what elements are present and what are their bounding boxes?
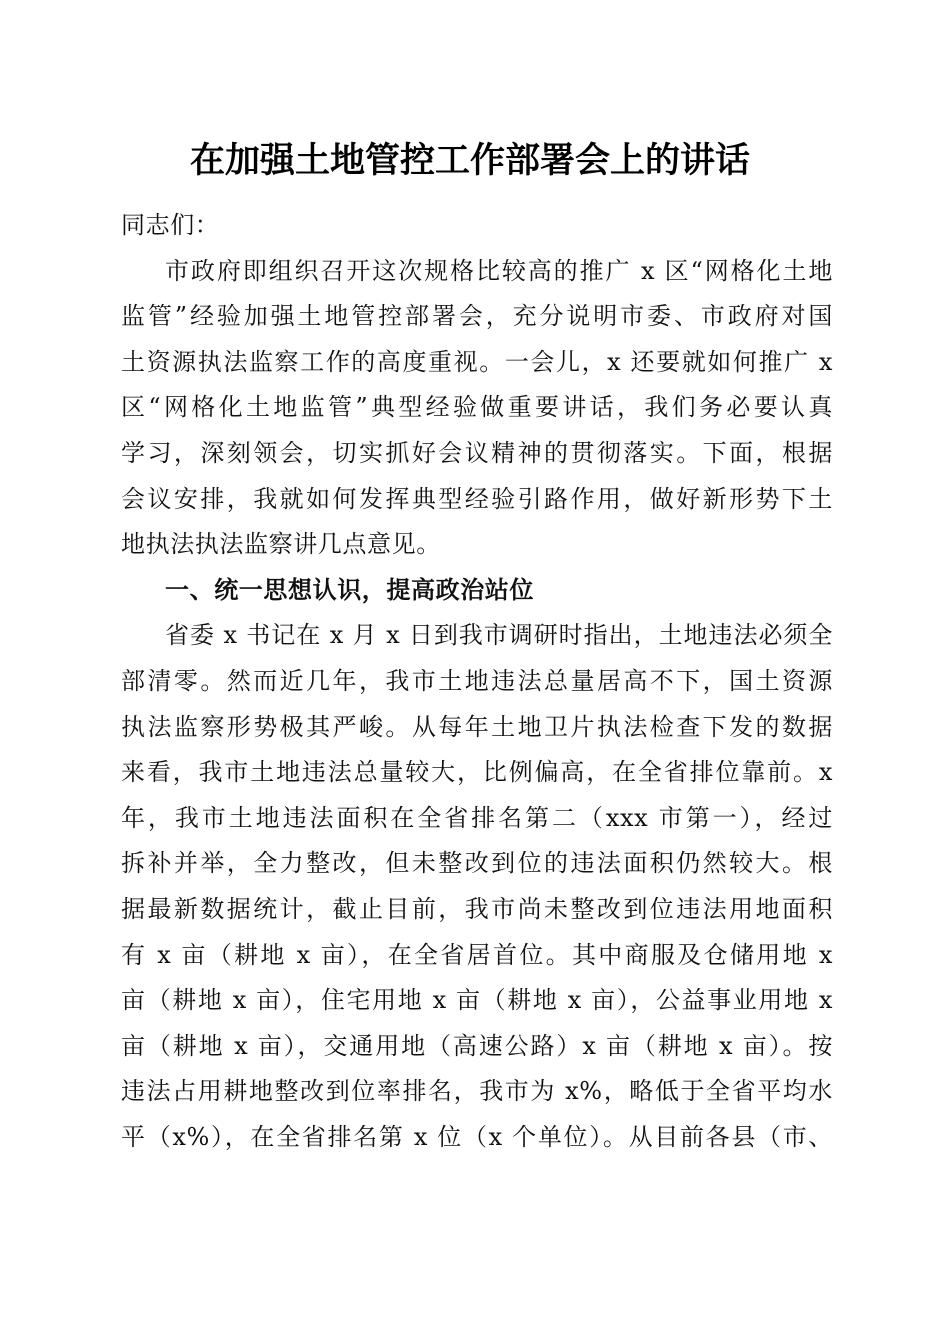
paragraph-line: 平（x%），在全省排名第 x 位（x 个单位）。从目前各县（市、 xyxy=(121,1122,833,1151)
paragraph-line: 部清零。然而近几年，我市土地违法总量居高不下，国土资源 xyxy=(121,666,833,695)
paragraph-line: 执法监察形势极其严峻。从每年土地卫片执法检查下发的数据 xyxy=(121,712,833,741)
paragraph-1 xyxy=(121,249,833,568)
paragraph-line: 学习，深刻领会，切实抓好会议精神的贯彻落实。下面，根据 xyxy=(121,438,833,467)
paragraph-line: 年，我市土地违法面积在全省排名第二（xxx 市第一），经过 xyxy=(121,803,833,832)
paragraph-line: 拆补并举，全力整改，但未整改到位的违法面积仍然较大。根 xyxy=(121,849,833,878)
paragraph-line: 据最新数据统计，截止目前，我市尚未整改到位违法用地面积 xyxy=(121,894,833,923)
paragraph-line: 会议安排，我就如何发挥典型经验引路作用，做好新形势下土 xyxy=(121,484,833,513)
paragraph-line: 省委 x 书记在 x 月 x 日到我市调研时指出，土地违法必须全 xyxy=(165,621,833,650)
paragraph-line: 来看，我市土地违法总量较大，比例偏高，在全省排位靠前。x xyxy=(121,758,833,787)
paragraph-line: 违法占用耕地整改到位率排名，我市为 x%，略低于全省平均水 xyxy=(121,1077,833,1106)
paragraph-line: 市政府即组织召开这次规格比较高的推广 x 区“网格化土地 xyxy=(165,256,833,285)
paragraph-line: 监管”经验加强土地管控部署会，充分说明市委、市政府对国 xyxy=(121,302,833,331)
paragraph-line: 地执法执法监察讲几点意见。 xyxy=(121,530,441,559)
paragraph-line: 区“网格化土地监管”典型经验做重要讲话，我们务必要认真 xyxy=(121,393,833,422)
section-heading: 一、统一思想认识，提高政治站位 xyxy=(165,575,534,604)
paragraph-line: 亩（耕地 x 亩），住宅用地 x 亩（耕地 x 亩），公益事业用地 x xyxy=(121,986,833,1015)
paragraph-line: 土资源执法监察工作的高度重视。一会儿，x 还要就如何推广 x xyxy=(121,347,833,376)
paragraph-line: 有 x 亩（耕地 x 亩），在全省居首位。其中商服及仓储用地 x xyxy=(121,940,833,969)
salutation: 同志们： xyxy=(121,211,220,239)
paragraph-2 xyxy=(121,613,833,1160)
paragraph-line: 亩（耕地 x 亩），交通用地（高速公路）x 亩（耕地 x 亩）。按 xyxy=(121,1031,833,1060)
page-title: 在加强土地管控工作部署会上的讲话 xyxy=(189,140,750,181)
speech-body xyxy=(121,203,833,1160)
